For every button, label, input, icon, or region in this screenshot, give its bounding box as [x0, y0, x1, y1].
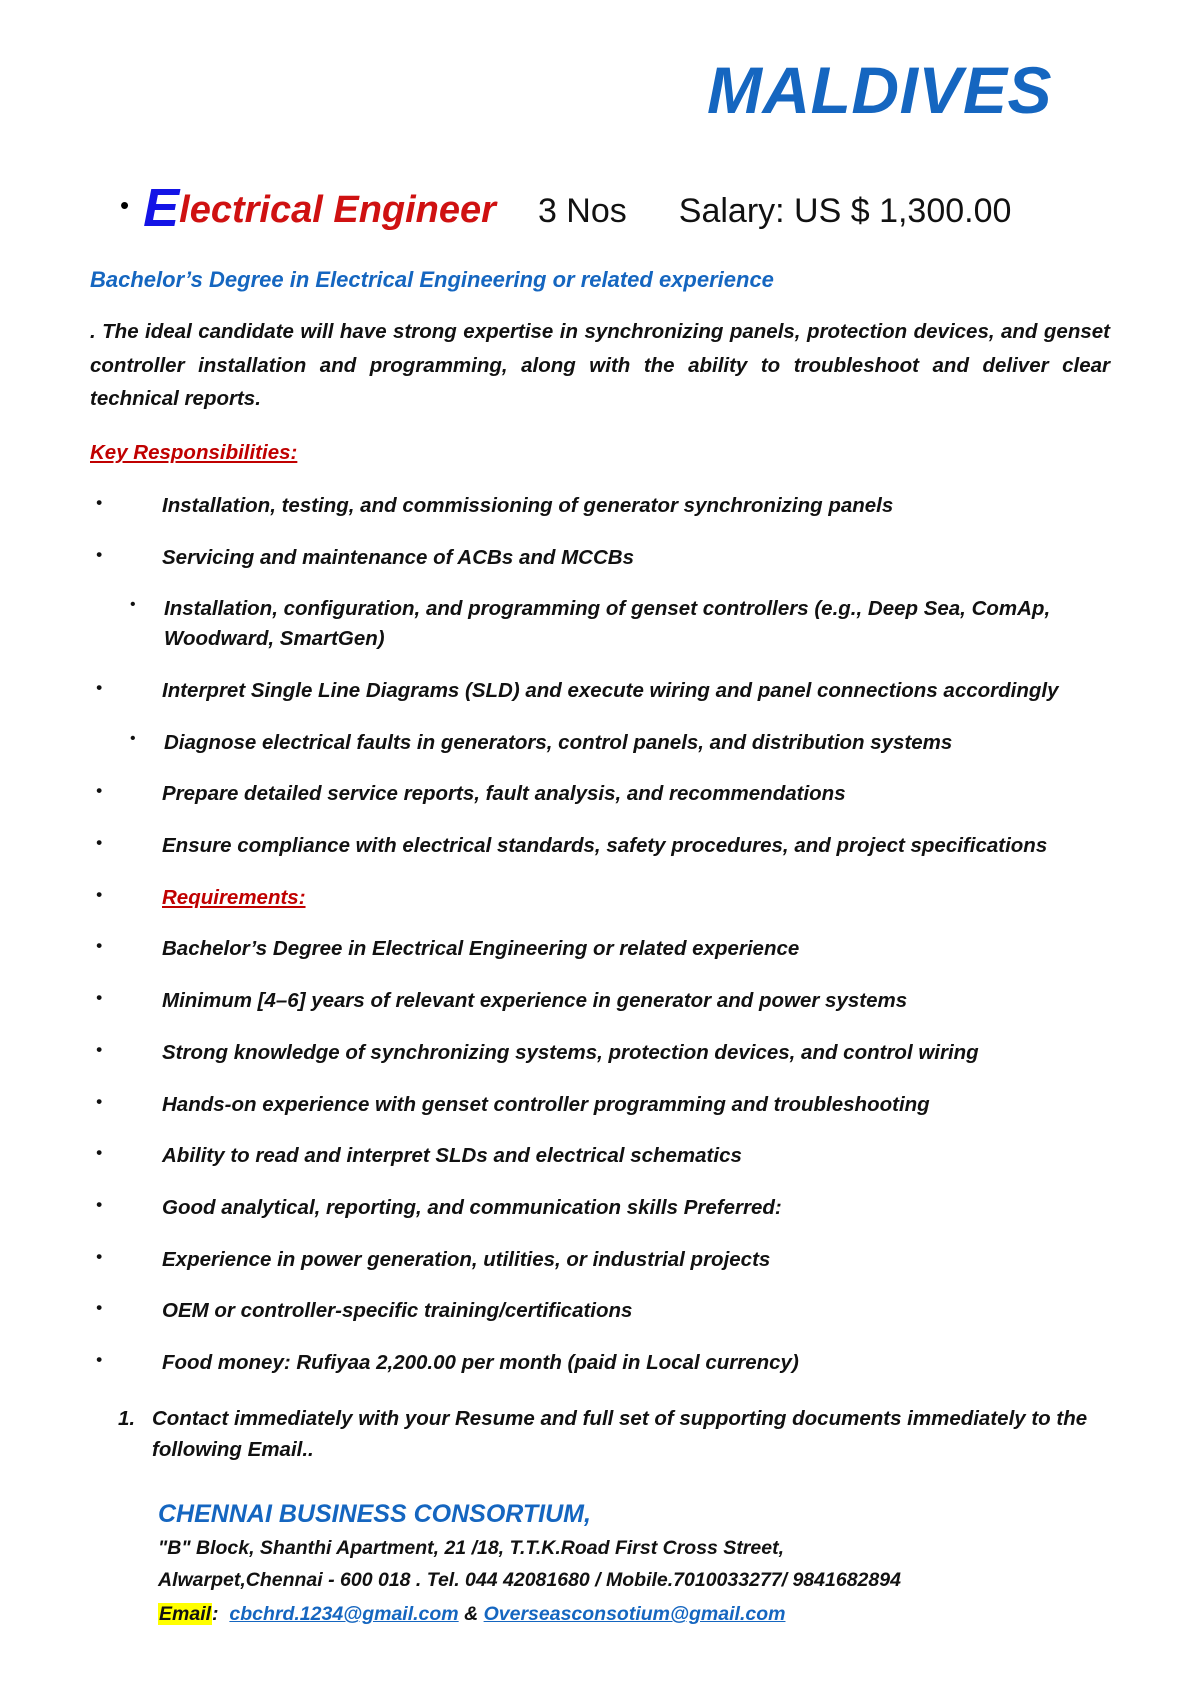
list-item	[90, 1090, 1110, 1120]
list-item-label: Servicing and maintenance of ACBs and MCCBs	[162, 545, 634, 569]
list-item-label: Ability to read and interpret SLDs and electrical schematics	[162, 1144, 742, 1168]
email-colon: :	[212, 1603, 219, 1626]
list-item-label: Installation, configuration, and programming of genset controllers (e.g., Deep Sea, ComAp, Woodward, SmartGen)	[164, 597, 1051, 651]
bullet-icon: •	[130, 729, 136, 747]
email-link-primary[interactable]: cbchrd.1234@gmail.com	[229, 1603, 459, 1626]
list-item	[90, 543, 1110, 573]
email-label-highlight: Email	[159, 1603, 212, 1626]
bullet-icon: •	[96, 677, 102, 697]
page-title-country: MALDIVES	[706, 53, 1052, 127]
bullet-icon: •	[96, 1350, 102, 1370]
list-item-label: Food money: Rufiyaa 2,200.00 per month (paid in Local currency)	[162, 1351, 799, 1375]
job-title-row	[90, 177, 1110, 239]
list-item-label: Installation, testing, and commissioning of generator synchronizing panels	[162, 493, 894, 517]
contact-instruction-item	[90, 1404, 1110, 1466]
bullet-icon: •	[96, 936, 102, 956]
key-responsibilities-heading: Key Responsibilities:	[90, 440, 298, 464]
bullet-icon: •	[96, 544, 102, 564]
email-line	[158, 1599, 1110, 1629]
bullet-icon: •	[96, 781, 102, 801]
list-item	[90, 1348, 1110, 1378]
list-number: 1.	[118, 1406, 136, 1430]
list-item	[90, 1193, 1110, 1223]
job-title: lectrical Engineer	[179, 189, 496, 232]
bullet-icon: •	[96, 1246, 102, 1266]
bullet-icon: •	[96, 1091, 102, 1111]
job-vacancy-count: 3 Nos	[537, 192, 627, 231]
list-item-label: Diagnose electrical faults in generators, control panels, and distribution systems	[164, 730, 953, 754]
email-link-secondary[interactable]: Overseasconsotium@gmail.com	[483, 1603, 786, 1626]
list-item	[90, 1038, 1110, 1068]
qualification-subheading: Bachelor’s Degree in Electrical Engineering or related experience	[90, 267, 774, 293]
bullet-icon: •	[96, 988, 102, 1008]
list-item	[90, 779, 1110, 809]
bullet-icon: •	[96, 1194, 102, 1214]
requirements-heading: Requirements:	[162, 885, 306, 909]
bullet-icon: •	[96, 492, 102, 512]
list-item	[90, 728, 1110, 758]
list-item	[90, 1141, 1110, 1171]
bullet-icon: •	[96, 884, 102, 904]
list-item	[90, 831, 1110, 861]
bullet-icon: •	[96, 1298, 102, 1318]
intro-paragraph: . The ideal candidate will have strong expertise in synchronizing panels, protection devices, and genset controller installation and programming, along with the ability to troubleshoot and deliver clear technical reports.	[90, 320, 1110, 410]
bullet-icon: •	[96, 1039, 102, 1059]
list-item	[90, 1296, 1110, 1326]
list-item	[90, 1245, 1110, 1275]
email-separator: &	[464, 1603, 479, 1626]
list-item-label: Ensure compliance with electrical standards, safety procedures, and project specifications	[162, 833, 1048, 857]
list-item-label: OEM or controller-specific training/certifications	[162, 1299, 633, 1323]
list-item-label: Strong knowledge of synchronizing systems, protection devices, and control wiring	[162, 1040, 979, 1064]
bullet-icon: •	[130, 596, 136, 614]
bullet-icon: •	[96, 1143, 102, 1163]
bullet-icon: •	[120, 190, 130, 221]
list-item	[90, 594, 1110, 653]
list-item	[90, 986, 1110, 1016]
list-item	[90, 883, 1110, 913]
bullet-icon: •	[96, 832, 102, 852]
job-title-initial: E	[143, 178, 180, 239]
list-item-label: Bachelor’s Degree in Electrical Engineering or related experience	[162, 937, 800, 961]
contact-instruction-text: Contact immediately with your Resume and full set of supporting documents immediately to the following Email..	[152, 1406, 1088, 1461]
list-item-label: Interpret Single Line Diagrams (SLD) and execute wiring and panel connections accordingly	[162, 678, 1059, 702]
list-item	[90, 934, 1110, 964]
address-line-1: "B" Block, Shanthi Apartment, 21 /18, T.T.K.Road First Cross Street,	[158, 1536, 784, 1559]
list-item-label: Prepare detailed service reports, fault analysis, and recommendations	[162, 782, 846, 806]
list-item-label: Experience in power generation, utilities, or industrial projects	[162, 1247, 771, 1271]
list-item	[90, 491, 1110, 521]
list-item	[90, 676, 1110, 706]
list-item-label: Hands-on experience with genset controller programming and troubleshooting	[162, 1092, 930, 1116]
contact-block	[90, 1499, 1110, 1629]
company-name: CHENNAI BUSINESS CONSORTIUM,	[158, 1500, 591, 1529]
responsibilities-list	[90, 491, 1110, 1378]
list-item-label: Good analytical, reporting, and communication skills Preferred:	[162, 1195, 782, 1219]
list-item-label: Minimum [4–6] years of relevant experience in generator and power systems	[162, 989, 908, 1013]
address-line-2: Alwarpet,Chennai - 600 018 . Tel. 044 42081680 / Mobile.7010033277/ 9841682894	[158, 1568, 901, 1591]
job-salary: Salary: US $ 1,300.00	[678, 192, 1012, 231]
